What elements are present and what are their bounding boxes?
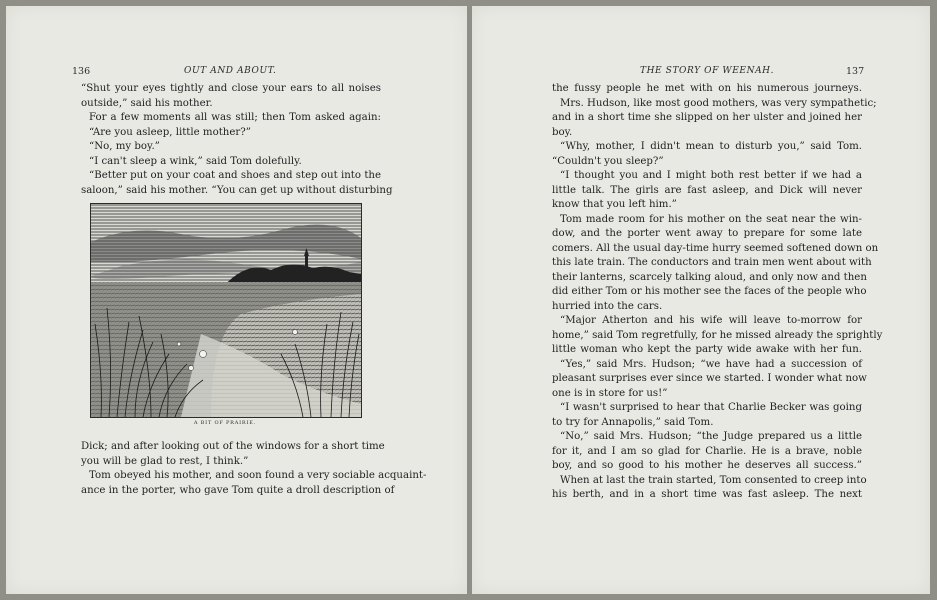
text-line: Tom obeyed his mother, and soon found a very sociable acquaint- xyxy=(89,470,427,481)
text-line: “Why, mother, I didn't mean to disturb you,” said Tom. xyxy=(560,141,862,152)
text-line: “I wasn't surprised to hear that Charlie Becker was going xyxy=(560,402,862,413)
text-line: When at last the train started, Tom consented to creep into xyxy=(560,474,867,486)
text-line: outside,” said his mother. xyxy=(81,97,213,109)
text-line: Mrs. Hudson, like most good mothers, was very sympathetic; xyxy=(560,97,877,109)
text-line: For a few moments all was still; then Tom asked again: xyxy=(89,112,381,123)
text-block-right xyxy=(552,82,883,503)
text-line: Tom made room for his mother on the seat near the win- xyxy=(560,213,862,225)
text-line: did either Tom or his mother see the faces of the people who xyxy=(552,286,867,297)
text-line: saloon,” said his mother. “You can get up without disturbing xyxy=(81,184,393,196)
text-line: “Major Atherton and his wife will leave to-morrow for xyxy=(560,315,862,326)
text-line: to try for Annapolis,” said Tom. xyxy=(552,416,714,428)
text-line: “Better put on your coat and shoes and step out into the xyxy=(89,170,381,181)
text-line: “No, my boy.” xyxy=(89,141,160,152)
right-page xyxy=(472,6,930,594)
text-line: one is in store for us!” xyxy=(552,387,668,399)
text-line: this late train. The conductors and train men went about with xyxy=(552,257,872,268)
text-line: little talk. The girls are fast asleep, and Dick will never xyxy=(552,184,862,196)
page-number-left: 136 xyxy=(72,66,91,77)
text-block-bottom xyxy=(81,440,427,498)
text-line: home,” said Tom regretfully, for he missed already the sprightly xyxy=(552,329,883,341)
running-title-left: OUT AND ABOUT. xyxy=(184,66,277,76)
text-line: boy. xyxy=(552,126,573,138)
text-line: for it, and I am so glad for Charlie. He is a brave, noble xyxy=(552,445,862,457)
text-line: their lanterns, scarcely talking aloud, and only now and then xyxy=(552,271,867,283)
text-line: little woman who kept the party wide awake with her fun. xyxy=(552,344,862,355)
text-line: dow, and the porter went away to prepare for some late xyxy=(552,228,862,239)
text-line: hurried into the cars. xyxy=(552,300,663,312)
text-line: the fussy people he met with on his numerous journeys. xyxy=(552,83,862,94)
text-line: “I thought you and I might both rest better if we had a xyxy=(560,170,862,181)
text-line: pleasant surprises ever since we started. I wonder what now xyxy=(552,373,867,384)
text-line: “Couldn't you sleep?” xyxy=(552,155,664,167)
text-line: boy, and so good to his mother he deserves all success.” xyxy=(552,460,862,471)
text-line: “No,” said Mrs. Hudson; “the Judge prepared us a little xyxy=(560,431,862,442)
text-line: “Yes,” said Mrs. Hudson; “we have had a succession of xyxy=(560,358,862,370)
text-line: his berth, and in a short time was fast asleep. The next xyxy=(552,489,862,500)
text-line: “Shut your eyes tightly and close your ears to all noises xyxy=(81,83,381,94)
text-line: and in a short time she slipped on her ulster and joined her xyxy=(552,112,862,123)
text-block-top xyxy=(81,82,393,198)
text-line: comers. All the usual day-time hurry seemed softened down on xyxy=(552,242,879,254)
page-number-right: 137 xyxy=(846,66,865,77)
text-line: know that you left him.” xyxy=(552,199,677,210)
prairie-illustration xyxy=(90,203,362,418)
text-line: “I can't sleep a wink,” said Tom dolefully. xyxy=(89,155,302,167)
text-line: you will be glad to rest, I think.” xyxy=(81,455,249,467)
running-title-right: THE STORY OF WEENAH. xyxy=(640,66,775,76)
illustration-caption: A BIT OF PRAIRIE. xyxy=(193,420,257,426)
text-line: ance in the porter, who gave Tom quite a droll description of xyxy=(81,484,395,496)
left-page xyxy=(6,6,467,594)
text-line: Dick; and after looking out of the windows for a short time xyxy=(81,441,385,452)
text-line: “Are you asleep, little mother?” xyxy=(89,126,251,138)
